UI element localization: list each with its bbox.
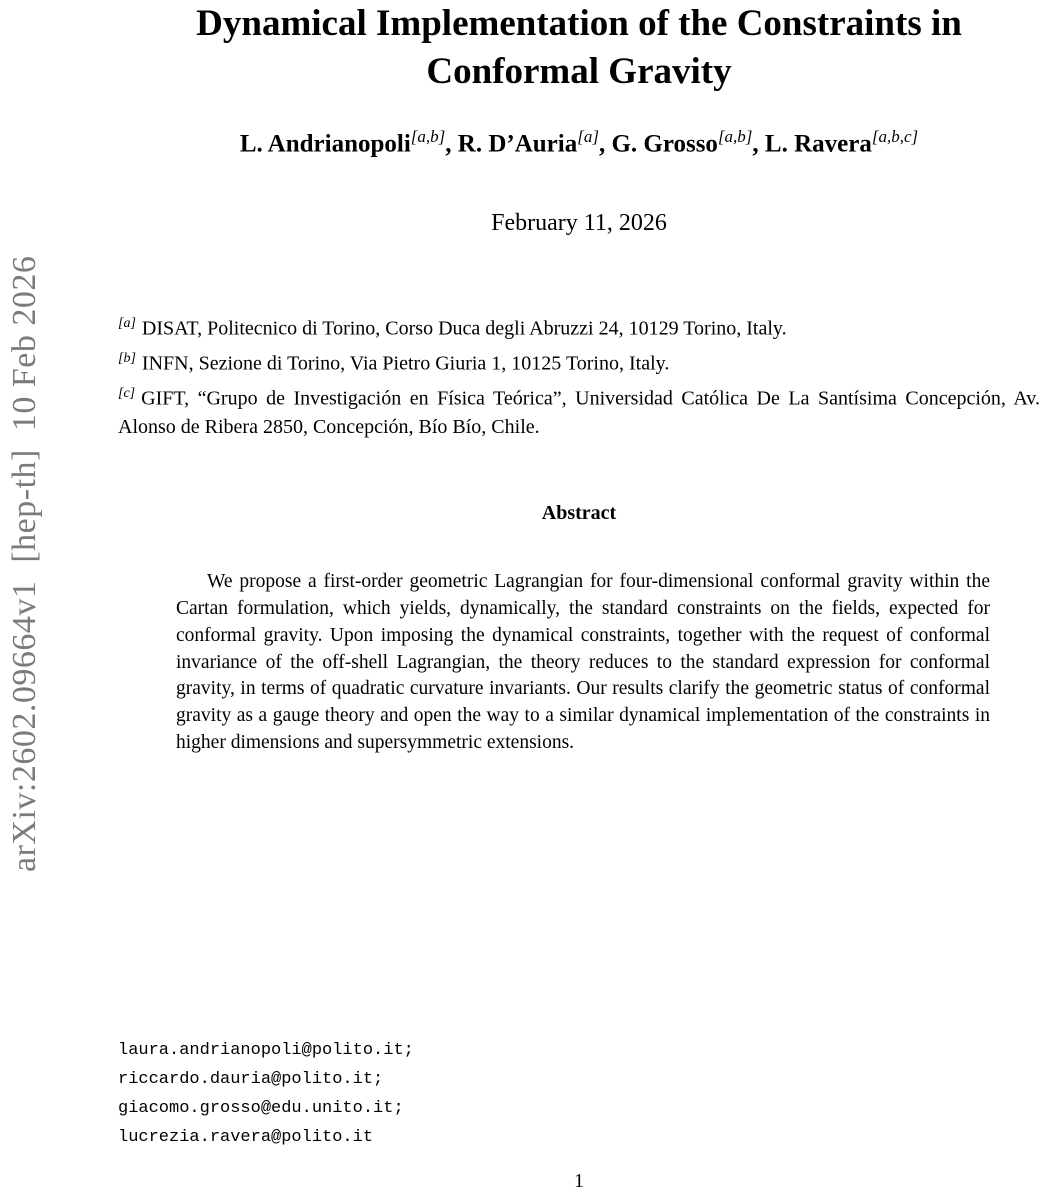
abstract-text: We propose a first-order geometric Lagrangian for four-dimensional conformal gravity within the Cartan formulation, which yields, dynamically, the standard constraints on the fields, expected for conformal gravity. Upon imposing the dynamical constraints, together with the request of conformal invariance of the off-shell Lagrangian, the theory reduces to the standard expression for conformal gravity, in terms of quadratic curvature invariants. Our results clarify the geometric status of conformal gravity as a gauge theory and open the way to a similar dynamical implementation of the constraints in higher dimensions and supersymmetric extensions. [176, 571, 990, 754]
text-column [118, 0, 1040, 1192]
paper-title-line2: Conformal Gravity [426, 51, 732, 92]
author-separator: , [598, 130, 612, 158]
affiliation-b [118, 344, 1040, 379]
affiliation-marker: [b] [118, 350, 136, 366]
author-separator: , [752, 130, 765, 158]
page-number: 1 [574, 1170, 584, 1192]
author-name: G. Grosso [611, 130, 718, 158]
author-list [118, 120, 1040, 161]
email-address: lucrezia.ravera@polito.it [118, 1128, 374, 1147]
email-address: giacomo.grosso@edu.unito.it; [118, 1099, 404, 1118]
author-name: L. Andrianopoli [239, 130, 411, 158]
affiliation-text: DISAT, Politecnico di Torino, Corso Duca degli Abruzzi 24, 10129 Torino, Italy. [141, 317, 787, 340]
publication-date: February 11, 2026 [491, 210, 667, 237]
email-list [118, 1036, 414, 1152]
author-affil-marks: [a] [577, 127, 599, 146]
affiliation-c [118, 379, 1040, 443]
affiliation-marker: [a] [118, 316, 136, 332]
author-affil-marks: [a,b] [410, 127, 446, 146]
author-affil-marks: [a,b] [717, 127, 753, 146]
author-affil-marks: [a,b,c] [871, 127, 919, 146]
affiliation-text: GIFT, “Grupo de Investigación en Física Teórica”, Universidad Católica De La Santísima Concepción, Av. Alonso de Ribera 2850, Concepción, Bío Bío, Chile. [118, 387, 1040, 439]
author-separator: , [445, 130, 458, 158]
email-address: laura.andrianopoli@polito.it; [118, 1041, 414, 1060]
author-name: R. D’Auria [457, 130, 578, 158]
arxiv-watermark: arXiv:2602.09664v1 [hep-th] 10 Feb 2026 [6, 255, 43, 872]
email-address: riccardo.dauria@polito.it; [118, 1070, 384, 1089]
paper-title-line1: Dynamical Implementation of the Constraints in [196, 3, 962, 44]
affiliation-list [118, 309, 1040, 442]
affiliation-a [118, 309, 1040, 344]
abstract-heading: Abstract [541, 502, 617, 525]
affiliation-text: INFN, Sezione di Torino, Via Pietro Giuria 1, 10125 Torino, Italy. [141, 352, 670, 375]
author-name: L. Ravera [764, 130, 872, 158]
affiliation-marker: [c] [118, 385, 136, 401]
